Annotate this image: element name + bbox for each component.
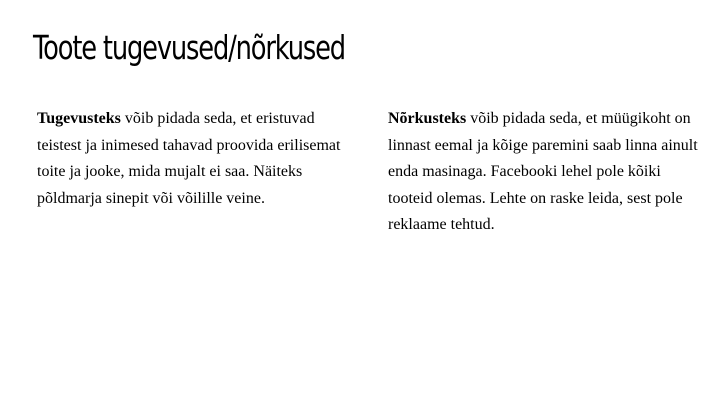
strengths-paragraph (37, 106, 352, 212)
weaknesses-paragraph (388, 106, 706, 239)
strengths-lead: Tugevusteks (37, 110, 121, 127)
slide-title: Toote tugevused/nõrkused (33, 28, 345, 67)
weaknesses-text: võib pidada seda, et müügikoht on linnast eemal ja kõige paremini saab linna ainult enda masinaga. Facebooki lehel pole kõiki tooteid olemas. Lehte on raske leida, sest pole reklaame tehtud. (388, 110, 698, 233)
strengths-text: võib pidada seda, et eristuvad teistest ja inimesed tahavad proovida erilisemat toite ja jooke, mida mujalt ei saa. Näiteks põldmarja sinepit või võilille veine. (37, 110, 341, 207)
weaknesses-lead: Nõrkusteks (388, 110, 467, 127)
